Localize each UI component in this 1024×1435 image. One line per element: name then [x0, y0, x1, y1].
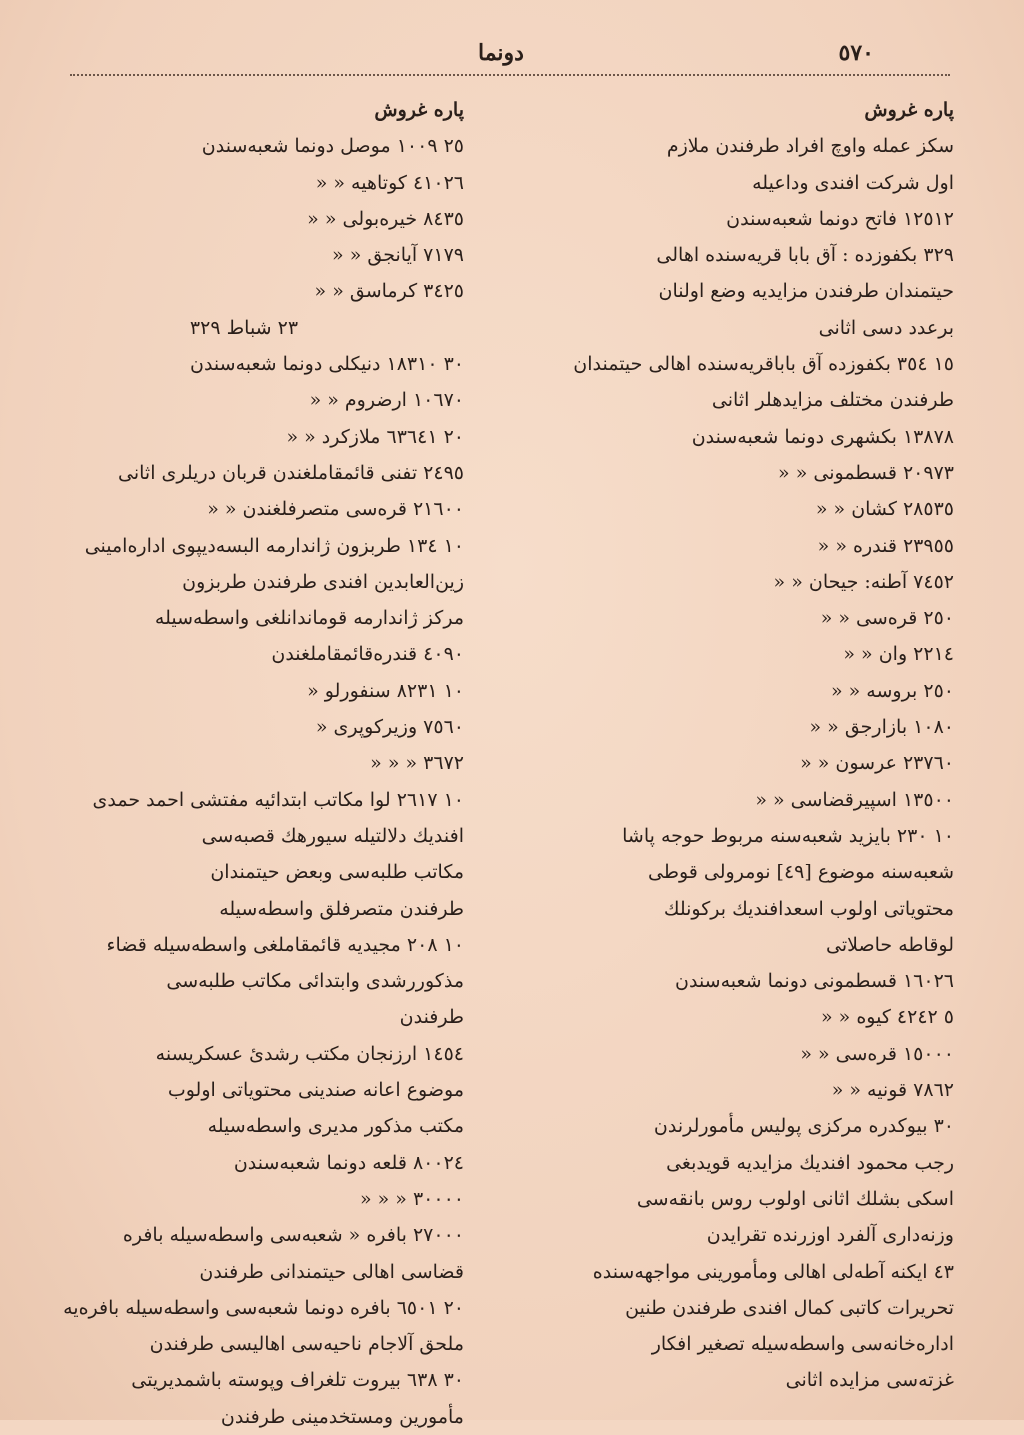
text-line: قضاسى اهالى حيتمندانى طرفندن [199, 1260, 464, 1283]
text-line: ١٦٠٢٦ قسطمونى دونما شعبه‌سندن [675, 970, 954, 993]
text-line: ٢٥٠ قره‌سى « « [820, 607, 954, 630]
text-line: پاره غروش [864, 99, 954, 121]
text-line: طرفندن متصرفلق واسطه‌سيله [219, 897, 464, 920]
text-line: مذكوررشدى وابتدائى مكاتب طلبه‌سى [166, 970, 464, 993]
text-line: ١٠ ٢٣٠ بايزيد شعبه‌سنه مربوط حوجه پاشا [622, 824, 954, 847]
text-line: ٣٠٠٠٠ « « « [359, 1187, 464, 1210]
text-line: ٢٥٠ بروسه « « [830, 679, 954, 702]
right-column [514, 92, 954, 1399]
text-line: طرفندن مختلف مزايدهلر اثانى [711, 389, 954, 412]
text-line: مأمورين ومستخدمينى طرفندن [220, 1405, 464, 1428]
text-line: ٣٠ ٦٣٨ بيروت تلغراف وپوسته باشمديريتى [131, 1369, 464, 1392]
text-line: مكتب مذكور مديرى واسطه‌سيله [207, 1115, 464, 1138]
text-line: اول شركت افندى وداعيله [752, 171, 954, 194]
text-line: ١٠ ٢٠٨ مجيديه قائمقاملغى واسطه‌سيله قضاء [106, 933, 464, 956]
header-rule [70, 74, 950, 76]
text-line: شعبه‌سنه موضوع [٤٩] نومرولى قوطى [648, 861, 954, 884]
text-line: ١٠ ٢٦١٧ لوا مكاتب ابتدائيه مفتشى احمد حمدى [92, 788, 464, 811]
text-line: ١٠٨٠ بازارجق « « [809, 716, 954, 739]
text-line: ١٠ ١٣٤ طربزون ژاندارمه البسه‌ديپوى اداره‌امينى [84, 534, 464, 557]
text-line: ٨٤٣٥ خيره‌بولى « « [307, 207, 464, 230]
text-line: ١٣٥٠٠ اسپيرقضاسى « « [755, 788, 954, 811]
text-line: ٤٣ ايكنه آطه‌لى اهالى ومأمورينى مواجهه‌سنده [592, 1260, 954, 1283]
text-line: موضوع اعانه صندينى محتوياتى اولوب [167, 1079, 464, 1102]
text-line: حيتمندان طرفندن مزايديه وضع اولنان [658, 280, 954, 303]
text-line: مركز ژاندارمه قوماندانلغى واسطه‌سيله [154, 607, 464, 630]
text-line: ملحق آلاجام ناحيه‌سى اهاليسى طرفندن [149, 1333, 464, 1356]
text-line: محتوياتى اولوب اسعدافنديك بركونلك [663, 897, 954, 920]
page-number: ٥٧٠ [838, 40, 874, 66]
text-line: ١٠٦٧٠ ارضروم « « [309, 389, 464, 412]
text-line: ٨٠٠٢٤ قلعه دونما شعبه‌سندن [233, 1151, 464, 1174]
text-line: ٢٠ ٦٥٠١ بافره دونما شعبه‌سى واسطه‌سيله بافره‌يه [63, 1296, 464, 1319]
text-line: ١٢٥١٢ فاتح دونما شعبه‌سندن [726, 207, 954, 230]
text-line: ٣٦٧٢ « « « [370, 752, 464, 775]
text-line: ٧٥٦٠ وزيركوپرى « [315, 716, 464, 739]
text-line: پاره غروش [374, 99, 464, 121]
text-line: ٣٢٩ بكفوزده : آق بابا قريه‌سنده اهالی [656, 244, 954, 267]
text-line: ٥ ٤٢٤٢ كيوه « « [820, 1006, 954, 1029]
text-line: ١٠ ٨٢٣١ سنفورلو « [307, 679, 464, 702]
text-line: تحريرات كاتبى كمال افندى طرفندن طنين [625, 1296, 954, 1319]
text-line: رجب محمود افنديك مزايديه قويدبغى [666, 1151, 954, 1174]
text-line: زين‌العابدين افندى طرفندن طربزون [182, 570, 464, 593]
text-line: ٧٤٥٢ آطنه: جيحان « « [773, 570, 954, 593]
text-line: غزته‌سى مزايده اثانى [785, 1369, 954, 1392]
running-title: دونما [478, 40, 524, 66]
text-line: ٤١٠٢٦ كوتاهيه « « [315, 171, 464, 194]
text-line: وزنه‌دارى آلفرد اوزرنده تقرايدن [706, 1224, 954, 1247]
text-line: ٢٣ شباط ٣٢٩ [189, 316, 299, 339]
text-line: ٢٠ ٦٣٦٤١ ملازكرد « « [286, 425, 464, 448]
text-line: سكز عمله واوچ افراد طرفندن ملازم [666, 135, 954, 158]
text-line: ١٥٠٠٠ قره‌سى « « [800, 1042, 954, 1065]
text-line: مكاتب طلبه‌سى وبعض حيتمندان [210, 861, 464, 884]
text-line: ٢٣٩٥٥ قندره « « [817, 534, 954, 557]
text-line: ٢٥ ١٠٠٩ موصل دونما شعبه‌سندن [201, 135, 464, 158]
text-line: ٢٧٠٠٠ بافره « شعبه‌سى واسطه‌سيله بافره [122, 1224, 464, 1247]
text-line: ٧١٧٩ آيانجق « « [332, 244, 464, 267]
text-line: ١٤٥٤ ارزنجان مكتب رشدئ عسكريسنه [155, 1042, 464, 1065]
text-line: ٣٠ ١٨٣١٠ دنيكلى دونما شعبه‌سندن [189, 353, 464, 376]
text-line: ٢١٦٠٠ قره‌سى متصرفلغندن « « [207, 498, 464, 521]
left-column [24, 92, 464, 1435]
text-line: ٣٤٢٥ كرماسق « « [314, 280, 464, 303]
text-line: ٧٨٦٢ قونيه « « [831, 1079, 954, 1102]
text-line: لوقاطه حاصلاتى [826, 933, 954, 956]
text-line: ٢٨٥٣٥ كشان « « [815, 498, 954, 521]
text-line: ٢٣٧٦٠ عرسون « « [800, 752, 954, 775]
text-line: اسكى بشلك اثانى اولوب روس بانقه‌سى [636, 1187, 954, 1210]
text-line: ١٥ ٣٥٤ بكفوزده آق باباقريه‌سنده اهالی حيتمندان [573, 353, 954, 376]
text-line: افنديك دلالتيله سيورهك قصبه‌سى [201, 824, 464, 847]
text-line: ٢٠٩٧٣ قسطمونى « « [778, 461, 954, 484]
text-line: اداره‌خانه‌سى واسطه‌سيله تصغير افكار [651, 1333, 954, 1356]
text-line: طرفندن [399, 1006, 464, 1029]
text-line: برعدد دسى اثانى [818, 316, 954, 339]
text-line: ٤٠٩٠ قندره‌قائمقاملغندن [271, 643, 464, 666]
text-line: ٢٢١٤ وان « « [843, 643, 954, 666]
text-line: ٣٠ بيوكدره مركزى پوليس مأمورلرندن [653, 1115, 954, 1138]
text-line: ١٣٨٧٨ بكشهرى دونما شعبه‌سندن [691, 425, 954, 448]
text-line: ٢٤٩٥ تفنى قائمقاملغندن قربان دريلرى اثانى [118, 461, 464, 484]
